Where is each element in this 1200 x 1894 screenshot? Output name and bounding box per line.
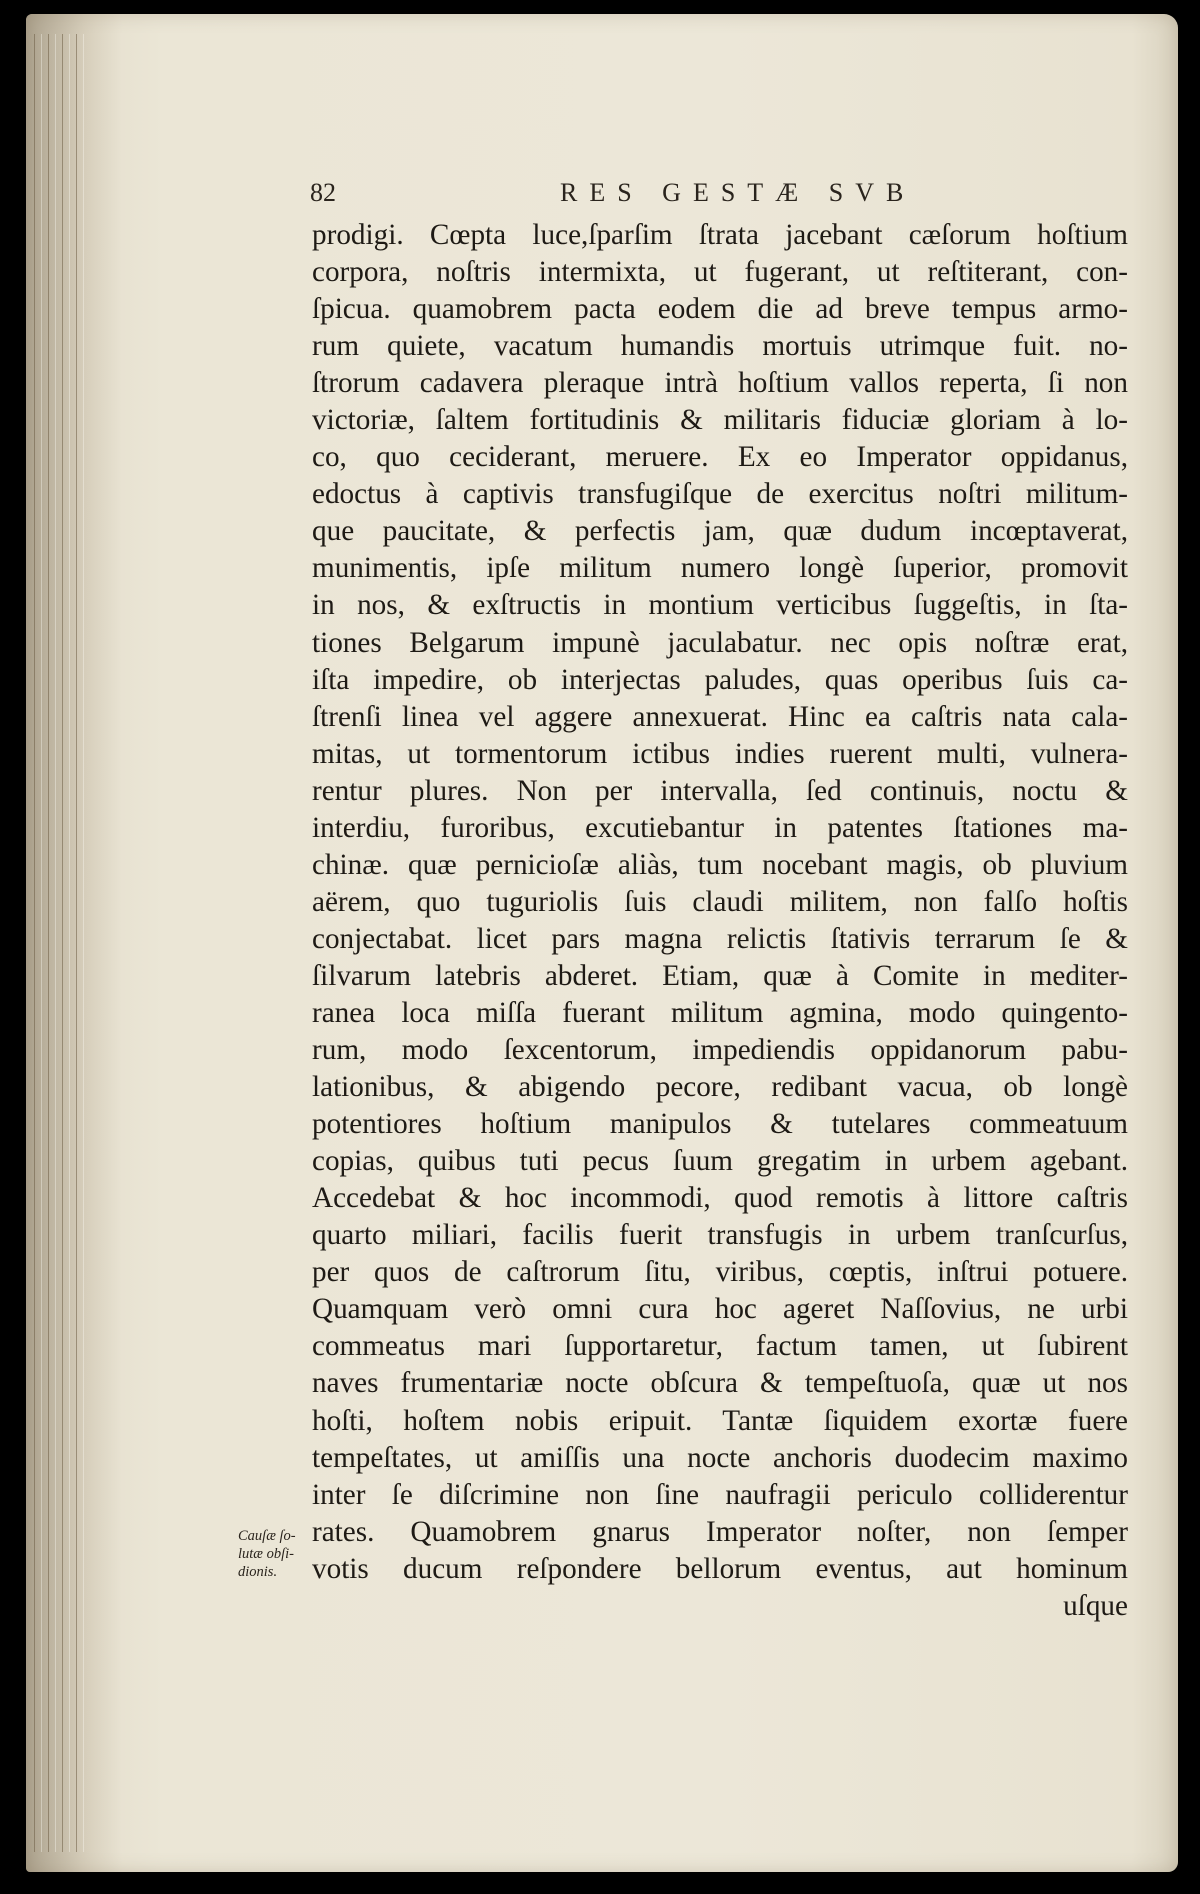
marginal-note-line: lutæ obſi- bbox=[238, 1546, 294, 1562]
text-line: ſilvarum latebris abderet. Etiam, quæ à Comite in mediter- bbox=[312, 959, 1128, 992]
text-line: ſtrorum cadavera pleraque intrà hoſtium vallos reperta, ſi non bbox=[312, 367, 1128, 400]
text-line: per quos de caſtrorum ſitu, viribus, cœptis, inſtrui potuere. bbox=[312, 1256, 1128, 1289]
page-edge bbox=[48, 34, 56, 1852]
text-line: conjectabat. licet pars magna relictis ſtativis terrarum ſe & bbox=[312, 922, 1128, 955]
text-line: naves frumentariæ nocte obſcura & tempeſtuoſa, quæ ut nos bbox=[312, 1367, 1128, 1400]
text-line: commeatus mari ſupportaretur, factum tamen, ut ſubirent bbox=[312, 1330, 1128, 1363]
text-line: copias, quibus tuti pecus ſuum gregatim in urbem agebant. bbox=[312, 1145, 1128, 1178]
body-text bbox=[312, 217, 1128, 1625]
text-line: aërem, quo tuguriolis ſuis claudi militem, non falſo hoſtis bbox=[312, 885, 1128, 918]
marginal-note-line: Cauſæ ſo- bbox=[238, 1528, 296, 1544]
text-line: iſta impedire, ob interjectas paludes, quas operibus ſuis ca- bbox=[312, 663, 1128, 696]
text-line: rum quiete, vacatum humandis mortuis utrimque fuit. no- bbox=[312, 330, 1128, 363]
text-line: victoriæ, ſaltem fortitudinis & militaris fiduciæ gloriam à lo- bbox=[312, 404, 1128, 437]
text-line: votis ducum reſpondere bellorum eventus, aut hominum bbox=[312, 1552, 1128, 1585]
text-line: interdiu, furoribus, excutiebantur in patentes ſtationes ma- bbox=[312, 811, 1128, 844]
text-line: potentiores hoſtium manipulos & tutelares commeatuum bbox=[312, 1108, 1128, 1141]
running-head: RES GESTÆ SVB bbox=[560, 178, 916, 207]
page-number: 82 bbox=[310, 178, 336, 207]
text-line: hoſti, hoſtem nobis eripuit. Tantæ ſiquidem exortæ fuere bbox=[312, 1404, 1128, 1437]
text-line: rates. Quamobrem gnarus Imperator noſter, non ſemper bbox=[312, 1515, 1128, 1548]
page-edge bbox=[34, 34, 42, 1852]
page-header bbox=[310, 178, 1130, 212]
text-line: ranea loca miſſa fuerant militum agmina, modo quingento- bbox=[312, 996, 1128, 1029]
marginal-note bbox=[238, 1527, 310, 1581]
text-line: lationibus, & abigendo pecore, redibant vacua, ob longè bbox=[312, 1071, 1128, 1104]
text-line: edoctus à captivis transfugiſque de exercitus noſtri militum- bbox=[312, 478, 1128, 511]
text-line: chinæ. quæ pernicioſæ aliàs, tum nocebant magis, ob pluvium bbox=[312, 848, 1128, 881]
text-line: prodigi. Cœpta luce,ſparſim ſtrata jacebant cæſorum hoſtium bbox=[312, 219, 1128, 251]
text-line: quarto miliari, facilis fuerit transfugis in urbem tranſcurſus, bbox=[312, 1219, 1128, 1252]
text-line: mitas, ut tormentorum ictibus indies ruerent multi, vulnera- bbox=[312, 737, 1128, 770]
text-line: tempeſtates, ut amiſſis una nocte anchoris duodecim maximo bbox=[312, 1441, 1128, 1474]
text-line: ſtrenſi linea vel aggere annexuerat. Hinc ea caſtris nata cala- bbox=[312, 700, 1128, 733]
page-edge bbox=[62, 34, 70, 1852]
text-line: uſque bbox=[1063, 1589, 1128, 1622]
text-line: co, quo ceciderant, meruere. Ex eo Imperator oppidanus, bbox=[312, 441, 1128, 474]
text-line: Quamquam verò omni cura hoc ageret Naſſovius, ne urbi bbox=[312, 1293, 1128, 1326]
marginal-note-line: dionis. bbox=[238, 1564, 278, 1580]
page-edge bbox=[76, 34, 84, 1852]
text-line: Accedebat & hoc incommodi, quod remotis à littore caſtris bbox=[312, 1182, 1128, 1215]
text-line: ſpicua. quamobrem pacta eodem die ad breve tempus armo- bbox=[312, 293, 1128, 326]
text-line: corpora, noſtris intermixta, ut fugerant, ut reſtiterant, con- bbox=[312, 256, 1128, 289]
text-line: munimentis, ipſe militum numero longè ſuperior, promovit bbox=[312, 552, 1128, 585]
text-line: inter ſe diſcrimine non ſine naufragii periculo colliderentur bbox=[312, 1478, 1128, 1511]
text-line: rum, modo ſexcentorum, impediendis oppidanorum pabu- bbox=[312, 1034, 1128, 1067]
text-line: que paucitate, & perfectis jam, quæ dudum incœptaverat, bbox=[312, 515, 1128, 548]
text-line: rentur plures. Non per intervalla, ſed continuis, noctu & bbox=[312, 774, 1128, 807]
text-line: in nos, & exſtructis in montium verticibus ſuggeſtis, in ſta- bbox=[312, 589, 1128, 622]
text-line: tiones Belgarum impunè jaculabatur. nec opis noſtræ erat, bbox=[312, 626, 1128, 659]
